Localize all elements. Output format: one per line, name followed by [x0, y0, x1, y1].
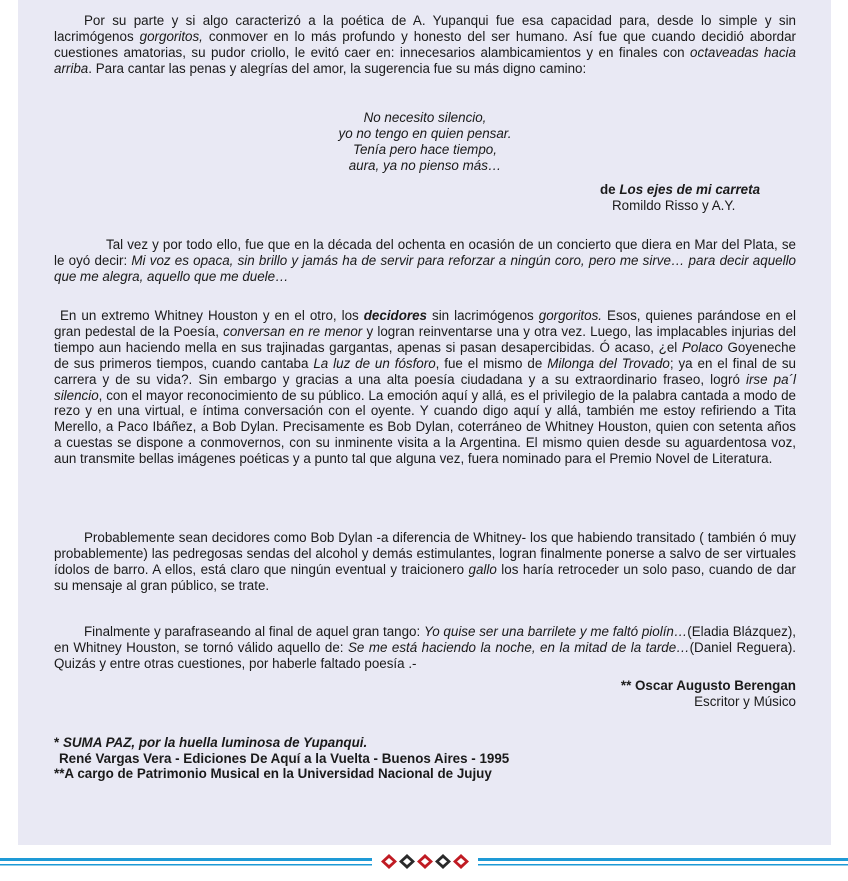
rule-line-right-thin: [478, 864, 848, 866]
paragraph-2: Tal vez y por todo ello, fue que en la década del ochenta en ocasión de un concierto que diera en Mar del Plata, se le oyó decir: Mi voz es opaca, sin brillo y jamás ha de servir para reforzar a ningún coro, pero me sirve… para decir aquello que me alegra, aquello que me duele…: [54, 237, 796, 284]
verse-line: Tenía pero hace tiempo,: [353, 142, 497, 157]
paragraph-4: Probablemente sean decidores como Bob Dylan -a diferencia de Whitney- los que habiendo transitado ( también ó muy probablemente) las pedregosas sendas del alcohol y demás estimulantes, logran finalmente ponerse a salvo de ser virtuales ídolos de barro. A ellos, está claro que ningún eventual y traicionero gallo los haría retroceder un solo paso, cuando de dar su mensaje al gran público, se trate.: [54, 530, 796, 593]
paragraph-3: En un extremo Whitney Houston y en el otro, los decidores sin lacrimógenos gorgoritos. Esos, quienes parándose en el gran pedestal de la Poesía, conversan en re menor y logran reinventarse una y otra vez. Luego, las implacables injurias del tiempo aun haciendo mella en sus trajinadas gargantas, apenas si pasan desapercibidas. Ó acaso, ¿el Polaco Goyeneche de sus primeros tiempos, cuando cantaba La luz de un fósforo, fue el mismo de Milonga del Trovado; ya en el final de su carrera y de su vida?. Sin embargo y gracias a una alta poesía ciudadana y a su extraordinario fraseo, logró irse pa´l silencio, con el mayor reconocimiento de su público. La emoción aquí y allá, es el privilegio de la palabra cantada a modo de rezo y en una virtual, e íntima conversación con el oyente. Y cuando digo aquí y allá, también me estoy refiriendo a Tita Merello, a Paco Ibáñez, a Bob Dylan. Precisamente es Bob Dylan, coterráneo de Whitney Houston, quien con setenta años a cuestas se dispone a conmovernos, con su inminente visita a la Argentina. El mismo quien desde su aguardentosa voz, aun transmite bellas imágenes poéticas y a punto tal que alguna vez, fuera nominado para el Premio Novel de Literatura.: [54, 308, 796, 467]
verse-quote: [260, 110, 590, 174]
rule-line-right: [478, 858, 848, 861]
verse-line: yo no tengo en quien pensar.: [338, 126, 512, 141]
bottom-rule: [0, 853, 848, 871]
verse-attribution: de Los ejes de mi carreta Romildo Risso y A.Y.: [600, 182, 796, 214]
rule-line-left: [0, 858, 372, 861]
diamond-pattern-ornament: [378, 853, 472, 870]
footnote-2: René Vargas Vera - Ediciones De Aquí a la Vuelta - Buenos Aires - 1995: [59, 750, 510, 766]
footnotes: [54, 735, 796, 782]
verse-line: aura, ya no pienso más…: [348, 158, 502, 173]
footnote-3: **A cargo de Patrimonio Musical en la Universidad Nacional de Jujuy: [54, 766, 492, 781]
footnote-1: * SUMA PAZ, por la huella luminosa de Yupanqui.: [54, 735, 368, 750]
paragraph-1: Por su parte y si algo caracterizó a la poética de A. Yupanqui fue esa capacidad para, desde lo simple y sin lacrimógenos gorgoritos, conmover en lo más profundo y honesto del ser humano. Así fue que cuando decidió abordar cuestiones amatorias, su pudor criollo, le evitó caer en: innecesarios alambicamientos y en finales con octaveadas hacia arriba. Para cantar las penas y alegrías del amor, la sugerencia fue su más digno camino:: [54, 13, 797, 76]
rule-line-left-thin: [0, 864, 372, 866]
author-name: ** Oscar Augusto Berengan: [620, 678, 796, 693]
verse-line: No necesito silencio,: [363, 110, 487, 125]
song-authors: Romildo Risso y A.Y.: [612, 198, 736, 213]
author-role: Escritor y Músico: [694, 693, 796, 709]
song-title: Los ejes de mi carreta: [619, 182, 761, 197]
author-signature: [54, 678, 796, 710]
paragraph-5: Finalmente y parafraseando al final de aquel gran tango: Yo quise ser una barrilete y me faltó piolín…(Eladia Blázquez), en Whitney Houston, se tornó válido aquello de: Se me está haciendo la noche, en la mitad de la tarde…(Daniel Reguera). Quizás y entre otras cuestiones, por haberle faltado poesía .-: [54, 624, 797, 671]
